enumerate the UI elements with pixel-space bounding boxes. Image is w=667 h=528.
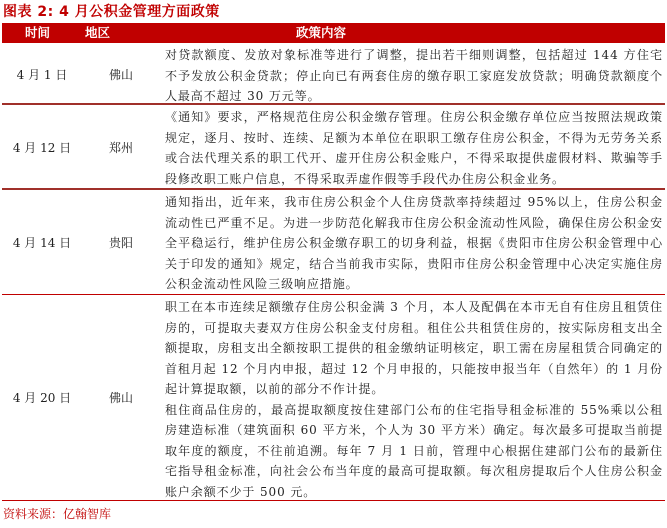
row-content	[165, 297, 663, 502]
row-time: 4 月 20 日	[12, 391, 72, 405]
row-time: 4 月 14 日	[12, 236, 72, 250]
header-content: 政策内容	[296, 25, 347, 40]
content-paragraph: 《通知》要求，严格规范住房公积金缴存管理。住房公积金缴存单位应当按照法规政策规定，逐月、按时、连续、足额为本单位在职职工缴存住房公积金，不得为无劳务关系或合法代理关系的职工代开、虚开住房公积金账户，不得采取提供虚假材料、欺骗等手段修改职工账户信息，不得采取弄虚作假等手段代办住房公积金业务。	[165, 110, 663, 186]
row-content	[165, 107, 663, 189]
table-row	[2, 190, 665, 295]
row-region: 贵阳	[108, 236, 133, 250]
header-region: 地区	[85, 25, 111, 40]
row-region: 佛山	[108, 67, 133, 82]
row-region: 佛山	[108, 391, 133, 405]
content-paragraph: 租住商品住房的，最高提取额度按住建部门公布的住宅指导租金标准的 55%乘以公租房建造标准（建筑面积 60 平方米，个人为 30 平方米）确定。每次最多可提取当前提取年度的额度，不往前追溯。每年 7 月 1 日前，管理中心根据住建部门公布的最新住宅指导租金标准，向社会公布当年度的最高可提取额。每次租房提取后个人住房公积金账户余额不少于 500 元。	[165, 402, 663, 499]
row-time: 4 月 1 日	[16, 67, 68, 82]
table-row	[2, 295, 665, 500]
row-time: 4 月 12 日	[12, 141, 72, 155]
table-row	[2, 43, 665, 105]
figure-title: 图表 2: 4 月公积金管理方面政策	[3, 4, 220, 20]
table-header	[2, 23, 665, 43]
row-region: 郑州	[108, 141, 133, 155]
table-row	[2, 105, 665, 190]
header-time: 时间	[25, 25, 51, 40]
source-note: 资料来源：亿翰智库	[3, 507, 112, 521]
row-content	[165, 192, 663, 295]
content-paragraph: 通知指出，近年来，我市住房公积金个人住房贷款率持续超过 95%以上，住房公积金流动性已严重不足。为进一步防范化解我市住房公积金流动性风险，确保住房公积金安全平稳运行，维护住房公积金缴存职工的切身利益，根据《贵阳市住房公积金管理中心关于印发的通知》规定，结合当前我市实际，贵阳市住房公积金管理中心决定实施住房公积金流动性风险三级响应措施。	[165, 195, 663, 291]
content-paragraph: 对贷款额度、发放对象标准等进行了调整，提出若干细则调整，包括超过 144 方住宅不予发放公积金贷款；停止向已有两套住房的缴存职工家庭发放贷款；明确贷款额度个人最高不超过 30 万元等。	[165, 48, 663, 103]
content-paragraph: 职工在本市连续足额缴存住房公积金满 3 个月，本人及配偶在本市无自有住房且租赁住房的，可提取夫妻双方住房公积金支付房租。租住公共租赁住房的，按实际房租支出全额提取，房租支出全额按职工提供的租金缴纳证明核定，职工需在房屋租赁合同确定的首租月起 12 个月内申报，超过 12 个月申报的，只能按申报当年（自然年）的 1 月份起计算提取额，以前的部分不作计提。	[165, 300, 663, 396]
row-content	[165, 45, 663, 107]
table-bottom-border	[2, 500, 665, 501]
